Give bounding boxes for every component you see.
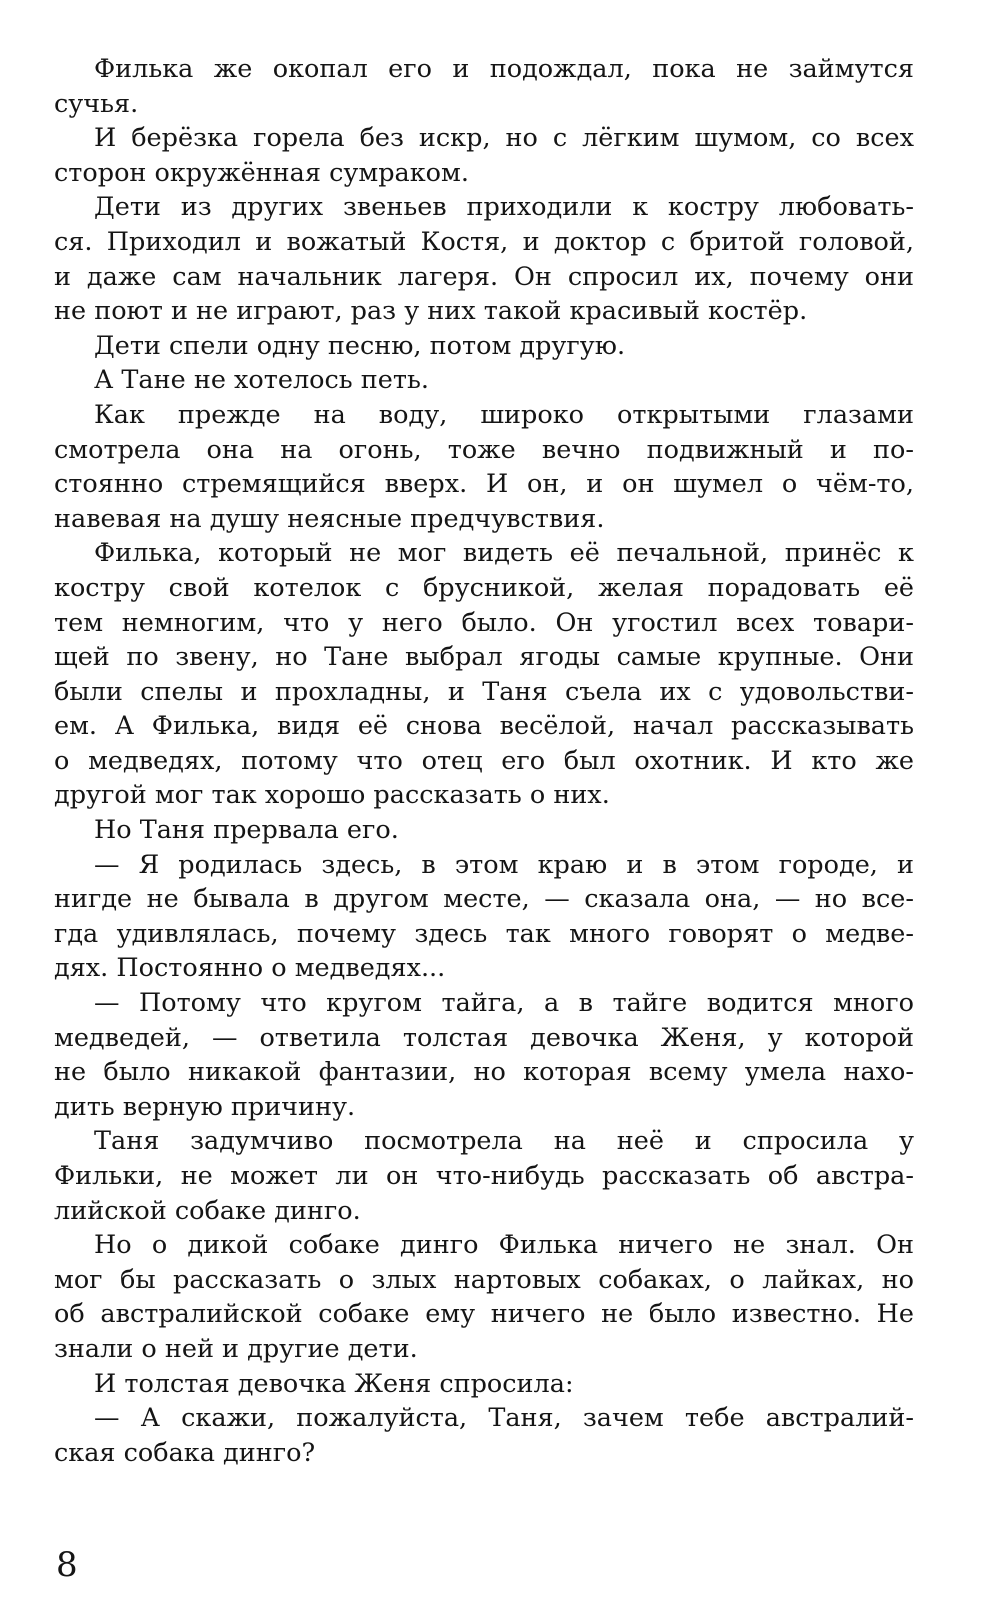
page-body-text [54,52,914,1470]
text-line: Дети спели одну песню, потом другую. [94,330,626,361]
text-line: лийской собаке динго. [54,1195,361,1226]
text-line: ская собака динго? [54,1437,316,1468]
text-line: А Тане не хотелось петь. [94,365,429,396]
text-line: И берёзка горела без искр, но с лёгким шумом, со всех [94,123,914,154]
text-line: не было никакой фантазии, но которая всему умела нахо- [54,1057,914,1088]
text-line: Дети из других звеньев приходили к костру любовать- [94,192,914,223]
text-line: не поют и не играют, раз у них такой красивый костёр. [54,296,808,327]
text-line: другой мог так хорошо рассказать о них. [54,780,610,811]
text-line: об австралийской собаке ему ничего не было известно. Не [54,1299,914,1330]
text-line: Филька, который не мог видеть её печальной, принёс к [94,538,914,569]
text-line: — Потому что кругом тайга, а в тайге водится много [94,988,914,1019]
text-line: навевая на душу неясные предчувствия. [54,503,605,534]
text-line: Филька же окопал его и подождал, пока не займутся [94,54,914,84]
text-line: и даже сам начальник лагеря. Он спросил их, почему они [54,261,914,292]
text-line: Таня задумчиво посмотрела на неё и спросила у [94,1126,914,1157]
text-line: — Я родилась здесь, в этом краю и в этом городе, и [94,849,914,880]
text-line: — А скажи, пожалуйста, Таня, зачем тебе австралий- [94,1403,914,1434]
text-line: о медведях, потому что отец его был охотник. И кто же [54,745,914,776]
text-line: гда удивлялась, почему здесь так много говорят о медве- [54,918,914,949]
text-line: стоянно стремящийся вверх. И он, и он шумел о чём-то, [54,469,914,500]
text-line: нигде не бывала в другом месте, — сказала она, — но все- [54,884,914,915]
text-line: щей по звену, но Тане выбрал ягоды самые крупные. Они [54,642,914,673]
text-line: были спелы и прохладны, и Таня съела их с удовольстви- [54,676,914,707]
text-line: смотрела она на огонь, тоже вечно подвижный и по- [54,434,914,465]
text-line: Фильки, не может ли он что-нибудь рассказать об австра- [54,1161,914,1191]
text-line: знали о ней и другие дети. [54,1333,418,1364]
text-line: тем немногим, что у него было. Он угостил всех товари- [54,607,914,638]
text-line: дях. Постоянно о медведях... [54,953,446,984]
page-number: 8 [56,1545,78,1585]
text-line: медведей, — ответила толстая девочка Женя, у которой [54,1022,914,1053]
text-line: Но Таня прервала его. [94,815,399,846]
text-line: сучья. [54,88,139,119]
text-line: И толстая девочка Женя спросила: [94,1368,574,1399]
text-line: костру свой котелок с брусникой, желая порадовать её [54,572,914,603]
text-line: дить верную причину. [54,1091,356,1122]
text-line: Но о дикой собаке динго Филька ничего не знал. Он [94,1230,914,1261]
text-line: Как прежде на воду, широко открытыми глазами [94,399,914,430]
text-line: ся. Приходил и вожатый Костя, и доктор с бритой головой, [54,226,914,257]
text-line: мог бы рассказать о злых нартовых собаках, о лайках, но [54,1264,914,1295]
text-line: сторон окружённая сумраком. [54,157,469,188]
text-line: ем. А Филька, видя её снова весёлой, начал рассказывать [54,711,914,742]
